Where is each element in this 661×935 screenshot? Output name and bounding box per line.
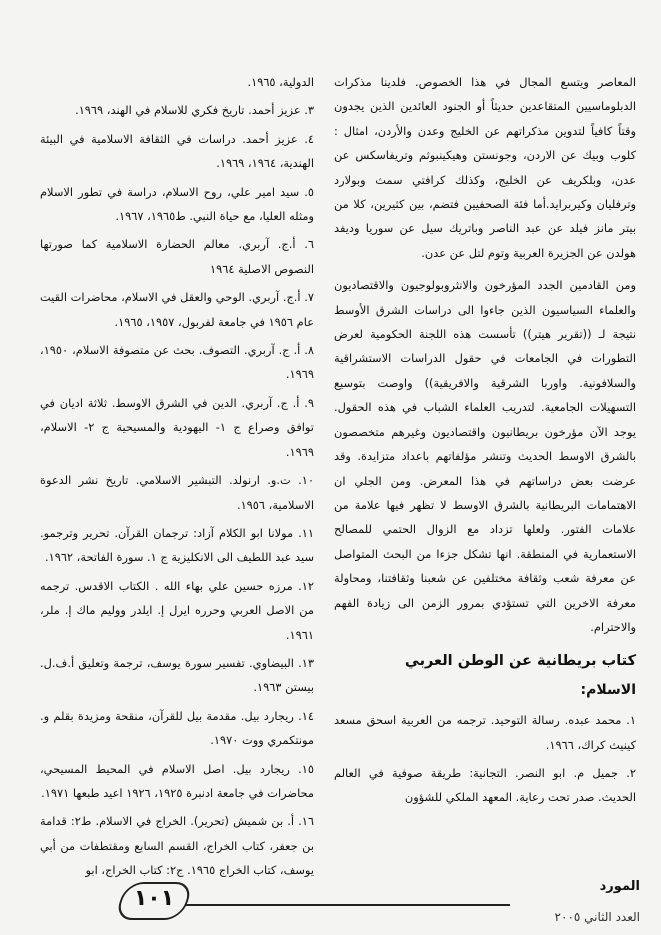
reference-item: ١١. مولانا ابو الكلام آزاد: ترجمان القرآن. تحرير وترجمو. سيد عبد اللطيف الى الانكليزية ج ١. سورة الفاتحة، ١٩٦٢. xyxy=(40,525,314,565)
reference-item: ٥. سيد امير علي، روح الاسلام، دراسة في تطور الاسلام ومثله العليا، مع حياة النبي. ط١٩٦٥، ١٩٦٧. xyxy=(40,184,314,224)
left-column xyxy=(40,70,314,887)
reference-item: ٤. عزيز أحمد. دراسات في الثقافة الاسلامية في البيئة الهندية، ١٩٦٤، ١٩٦٩. xyxy=(40,131,314,171)
reference-item: ٧. أ.ج. آربري. الوحي والعقل في الاسلام، محاضرات القيت عام ١٩٥٦ في جامعة لفربول، ١٩٥٧، ١٩٦٥. xyxy=(40,290,314,329)
reference-item: ٣. عزيز أحمد. تاريخ فكري للاسلام في الهند، ١٩٦٩. xyxy=(75,103,314,118)
journal-issue: العدد الثاني ٢٠٠٥ xyxy=(554,910,640,924)
paragraph-memoirs: المعاصر ويتسع المجال في هذا الخصوص. فلدينا مذكرات الدبلوماسيين المتقاعدين حديثاً أو الجنود العائدين الذين يجدون وقتاً كافياً لتدوين مذكراتهم عن الخليج وعدن والأردن، امثال : كلوب وبيك عن الاردن، وجونستن وهيكينبوثم وتريفاسكس عن عدن، وبلكريف عن الخليج، وكذلك كرافتي سمث وبولارد وترفليان وكيربرايد.أما فئة الصحفيين فتضم، بين كثيرين، كلا من بيتر مانز فيلد عن عبد الناصر وباتريك سيل عن سوريا وديفد هولدن عن الجزيرة العربية وتوم لتل عن عدن. xyxy=(334,75,636,260)
reference-item: ٢. جميل م. ابو النصر. التجانية: طريقة صوفية في العالم الحديث. صدر تحت رعاية. المعهد الملكي للشؤون xyxy=(334,765,636,805)
reference-item: ١٤. ريجارد بيل. مقدمة بيل للقرآن، منقحة ومزيدة بقلم و. مونتكمري ووت ١٩٧٠. xyxy=(40,708,314,748)
paragraph-newcomers: ومن القادمين الجدد المؤرخون والانثروبولوجيون والاقتصاديون والعلماء السياسيون الذين جاءوا الى دراسات الشرق الأوسط نتيجة لـ ((تقرير هيتر)) تأسست هذه اللجنة الحكومية لعرض التطورات في الجامعات في حقول الدراسات الاستشراقية والسلافونية. واوربا الشرقية والافريقية)) واوصت بتوسيع التسهيلات الجامعية. لتدريب العلماء الشباب في هذه الحقول. يوجد الآن مؤرخون بريطانيون واقتصاديون وغيرهم متخصصون بالشرق الاوسط الحديث وتنشر مؤلفاتهم باعداد متزايدة. وقد عرضت بعض دراساتهم في هذا المعرض. ومن الجلي ان الاهتمامات البريطانية بالشرق الاوسط لا تظهر فيها علامة من علامات الفتور. ولعلها تزداد مع الزوال الحتمي للمصالح الاستعمارية في المنطقة. انها تشكل جزءا من البحث المتواصل عن معرفة شعب وثقافة مختلفين عن شعبنا وثقافتنا، ومحاولة معرفة الاخرين التي تستؤدي بمرور الزمن الى زيادة الفهم والاحترام. xyxy=(334,278,636,634)
reference-item: ١٦. أ. بن شميش (تحرير). الخراج في الاسلام. ط٢: قدامة بن جعفر، كتاب الخراج، القسم السابع ومقتطفات من أبي يوسف، كتاب الخراج ١٩٦٥. ج٢: كتاب الخراج، ابو xyxy=(40,814,314,878)
journal-name: المورد xyxy=(599,879,640,894)
subsection-title-islam: الاسلام: xyxy=(580,681,636,698)
page-footer xyxy=(0,868,661,935)
page-number: ١٠١ xyxy=(133,886,175,911)
reference-item: ١٣. البيضاوي. تفسير سورة يوسف، ترجمة وتعليق أ.ف.ل. بيستن ١٩٦٣. xyxy=(40,655,314,695)
reference-item: ١. محمد عبده. رسالة التوحيد. ترجمه من العربية اسحق مسعد كينيث كراك، ١٩٦٦. xyxy=(334,713,636,752)
reference-item: ١٥. ريجارد بيل. اصل الاسلام في المحيط المسيحي، محاضرات في جامعة ادنبرة ١٩٢٥، ١٩٢٦ اعيد طبعها ١٩٧١. xyxy=(40,761,314,800)
reference-item: الدولية، ١٩٦٥. xyxy=(247,75,314,89)
right-column xyxy=(334,70,636,814)
section-title: كتاب بريطانية عن الوطن العربي xyxy=(404,653,636,670)
reference-item: ٩. أ. ج. آربري. الدين في الشرق الاوسط. ثلاثة اديان في توافق وصراع ج ١- اليهودية والمسيحية ج ٢- الاسلام، ١٩٦٩. xyxy=(40,395,314,459)
reference-item: ١٢. مرزه حسين علي بهاء الله . الكتاب الاقدس. ترجمه من الاصل العربي وحرره ايرل إ. ايلدر ووليم ماك إ. ملر، ١٩٦١. xyxy=(40,578,314,642)
reference-item: ١٠. ت.و. ارنولد. التبشير الاسلامي. تاريخ نشر الدعوة الاسلامية، ١٩٥٦. xyxy=(40,473,314,512)
footer-rule xyxy=(180,904,510,906)
reference-item: ٦. أ.ج. آربري. معالم الحضارة الاسلامية كما صورتها النصوص الاصلية ١٩٦٤ xyxy=(40,237,314,276)
reference-item: ٨. أ. ج. آربري. التصوف. بحث عن متصوفة الاسلام، ١٩٥٠، ١٩٦٩. xyxy=(40,343,314,382)
